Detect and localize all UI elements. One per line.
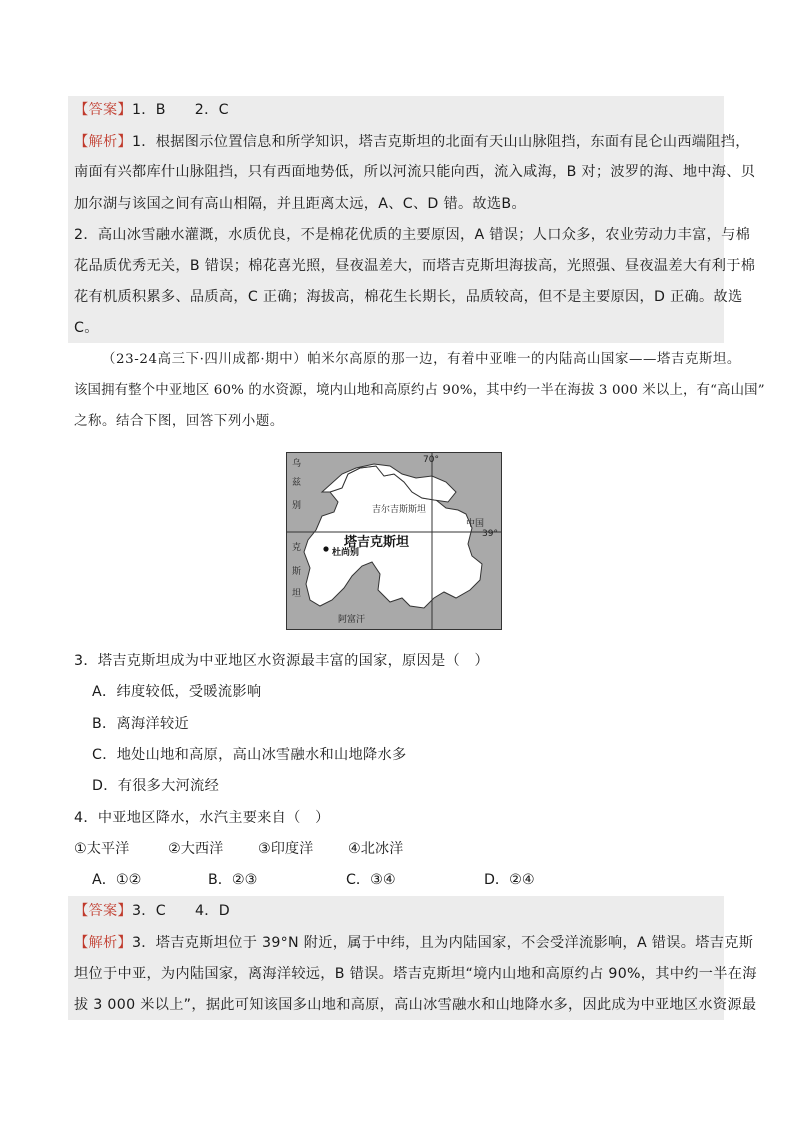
question-3-option-b: B．离海洋较近	[92, 716, 189, 732]
uzbekistan-label-char: 乌	[292, 459, 302, 469]
tajikistan-map	[286, 452, 502, 630]
afghanistan-label: 阿富汗	[338, 615, 366, 625]
china-label: 中国	[466, 519, 485, 529]
question-3-option-c: C．地处山地和高原，高山冰雪融水和山地降水多	[92, 747, 407, 763]
passage-line: 该国拥有整个中亚地区 60% 的水资源，境内山地和高原约占 90%，其中约一半在海拔 3 000 米以上，有“高山国”	[74, 383, 765, 398]
question-4-item: ③印度洋	[258, 841, 314, 857]
country-label: 塔吉克斯坦	[344, 535, 410, 550]
uzbekistan-label-char: 坦	[292, 589, 302, 599]
answer-line-2	[74, 901, 230, 921]
answer-text: 1．B 2．C	[131, 102, 229, 118]
passage-line: 之称。结合下图，回答下列小题。	[74, 414, 284, 429]
question-3-stem: 3．塔吉克斯坦成为中亚地区水资源最丰富的国家，原因是（ ）	[74, 653, 489, 669]
answer-line-1	[74, 100, 229, 120]
analysis-tag: 【解析】	[74, 935, 132, 951]
passage-line: （23-24高三下·四川成都·期中）帕米尔高原的那一边，有着中亚唯一的内陆高山国家——塔吉克斯坦。	[102, 352, 741, 367]
analysis-line	[74, 933, 753, 953]
question-4-option-c: C．③④	[346, 872, 396, 888]
uzbekistan-label-char: 斯	[292, 567, 302, 577]
question-4-item: ②大西洋	[168, 841, 224, 857]
analysis-line	[74, 132, 750, 152]
analysis-line: 2．高山冰雪融水灌溉，水质优良，不是棉花优质的主要原因，A 错误；人口众多，农业劳动力丰富，与棉	[74, 227, 751, 243]
question-4-option-b: B．②③	[208, 872, 258, 888]
analysis-line: 花品质优秀无关，B 错误；棉花喜光照，昼夜温差大，而塔吉克斯坦海拔高，光照强、昼夜温差大有利于棉	[74, 258, 756, 274]
analysis-line: 花有机质积累多、品质高，C 正确；海拔高，棉花生长期长，品质较高，但不是主要原因，D 正确。故选	[74, 289, 743, 305]
analysis-text: 3．塔吉克斯坦位于 39°N 附近，属于中纬，且为内陆国家，不会受洋流影响，A 错误。塔吉克斯	[131, 935, 754, 951]
map-svg	[286, 452, 502, 630]
longitude-label: 70°	[423, 455, 439, 465]
uzbekistan-label-char: 兹	[292, 478, 302, 488]
question-4-option-a: A．①②	[92, 872, 142, 888]
question-4-stem: 4．中亚地区降水，水汽主要来自（ ）	[74, 810, 330, 826]
analysis-line: 加尔湖与该国之间有高山相隔，并且距离太远，A、C、D 错。故选B。	[74, 196, 526, 212]
question-4-item: ①太平洋	[74, 841, 130, 857]
analysis-tag: 【解析】	[74, 134, 132, 150]
analysis-text: 1．根据图示位置信息和所学知识，塔吉克斯坦的北面有天山山脉阻挡，东面有昆仑山西端阻挡，	[131, 134, 750, 150]
question-4-option-d: D．②④	[484, 872, 535, 888]
question-3-option-a: A．纬度较低，受暖流影响	[92, 684, 262, 700]
analysis-line: 南面有兴都库什山脉阻挡，只有西面地势低，所以河流只能向西，流入咸海，B 对；波罗的海、地中海、贝	[74, 164, 756, 180]
uzbekistan-label-char: 克	[292, 543, 302, 553]
capital-label: 杜尚别	[332, 548, 360, 558]
answer-tag: 【答案】	[74, 102, 132, 118]
answer-tag: 【答案】	[74, 903, 132, 919]
latitude-label: 39°	[482, 529, 498, 539]
analysis-line: C。	[74, 320, 99, 336]
answer-text: 3．C 4．D	[131, 903, 230, 919]
analysis-line: 拔 3 000 米以上”，据此可知该国多山地和高原，高山冰雪融水和山地降水多，因此成为中亚地区水资源最	[74, 997, 757, 1013]
capital-dot	[323, 546, 328, 551]
kyrgyzstan-label: 吉尔吉斯斯坦	[372, 505, 427, 515]
uzbekistan-label-char: 别	[292, 501, 302, 511]
analysis-line: 坦位于中亚，为内陆国家，离海洋较远，B 错误。塔吉克斯坦“境内山地和高原约占 90%，其中约一半在海	[74, 966, 757, 982]
question-4-item: ④北冰洋	[348, 841, 404, 857]
question-3-option-d: D．有很多大河流经	[92, 778, 220, 794]
